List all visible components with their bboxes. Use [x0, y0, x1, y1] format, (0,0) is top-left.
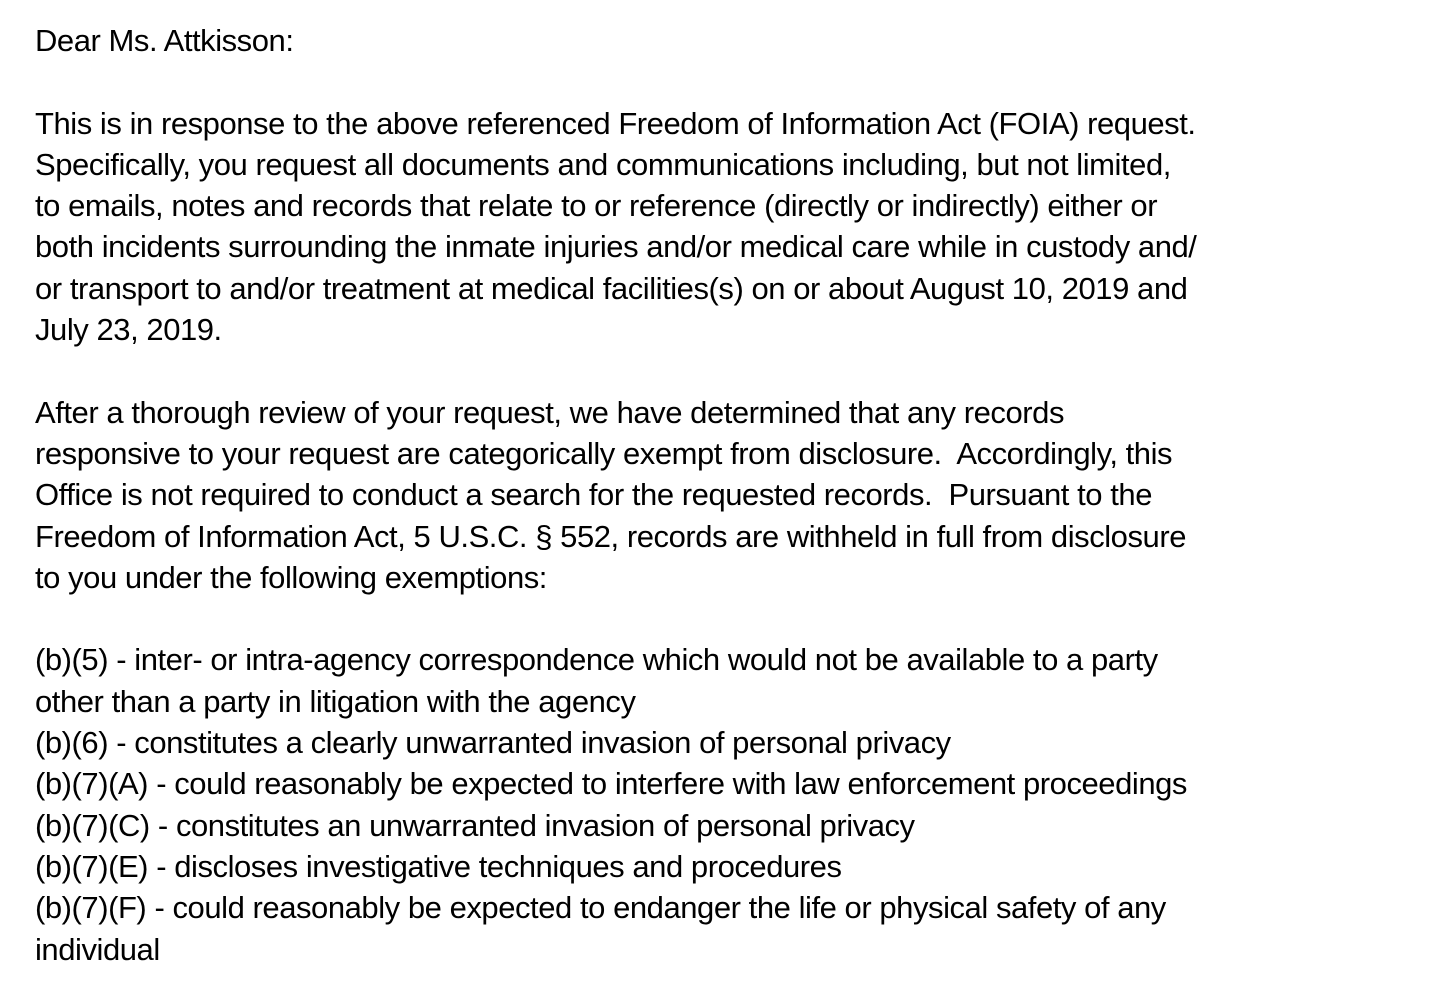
exemption-b7f: (b)(7)(F) - could reasonably be expected to endanger the life or physical safety of any — [35, 890, 1166, 926]
paragraph-line: After a thorough review of your request, we have determined that any records — [35, 394, 1064, 430]
letter-page — [35, 20, 1435, 970]
paragraph-line: Freedom of Information Act, 5 U.S.C. § 552, records are withheld in full from disclosure — [35, 518, 1186, 554]
paragraph-line: responsive to your request are categorically exempt from disclosure. Accordingly, this — [35, 435, 1173, 471]
exemption-b7c: (b)(7)(C) - constitutes an unwarranted invasion of personal privacy — [35, 807, 915, 843]
paragraph-line: to emails, notes and records that relate to or reference (directly or indirectly) either or — [35, 188, 1158, 224]
paragraph-line: both incidents surrounding the inmate injuries and/or medical care while in custody and/ — [35, 229, 1197, 265]
paragraph-foia-request — [35, 103, 1435, 351]
exemptions-list — [35, 639, 1435, 969]
paragraph-line: This is in response to the above referenced Freedom of Information Act (FOIA) request. — [35, 105, 1196, 141]
exemption-b6: (b)(6) - constitutes a clearly unwarranted invasion of personal privacy — [35, 725, 951, 761]
paragraph-line: Office is not required to conduct a search for the requested records. Pursuant to the — [35, 477, 1152, 513]
salutation: Dear Ms. Attkisson: — [35, 23, 294, 58]
paragraph-determination — [35, 392, 1435, 598]
exemption-b7a: (b)(7)(A) - could reasonably be expected to interfere with law enforcement proceedings — [35, 766, 1187, 802]
spacer — [35, 598, 1435, 639]
exemption-b7f-continued: individual — [35, 931, 160, 967]
paragraph-line: to you under the following exemptions: — [35, 559, 547, 595]
exemption-b7e: (b)(7)(E) - discloses investigative techniques and procedures — [35, 848, 842, 884]
paragraph-line: Specifically, you request all documents and communications including, but not limited, — [35, 146, 1171, 182]
spacer — [35, 350, 1435, 391]
spacer — [35, 61, 1435, 102]
paragraph-line: or transport to and/or treatment at medical facilities(s) on or about August 10, 2019 and — [35, 270, 1188, 306]
exemption-b5: (b)(5) - inter- or intra-agency correspondence which would not be available to a party — [35, 642, 1158, 678]
paragraph-line: July 23, 2019. — [35, 312, 222, 348]
exemption-b5-continued: other than a party in litigation with the agency — [35, 683, 636, 719]
